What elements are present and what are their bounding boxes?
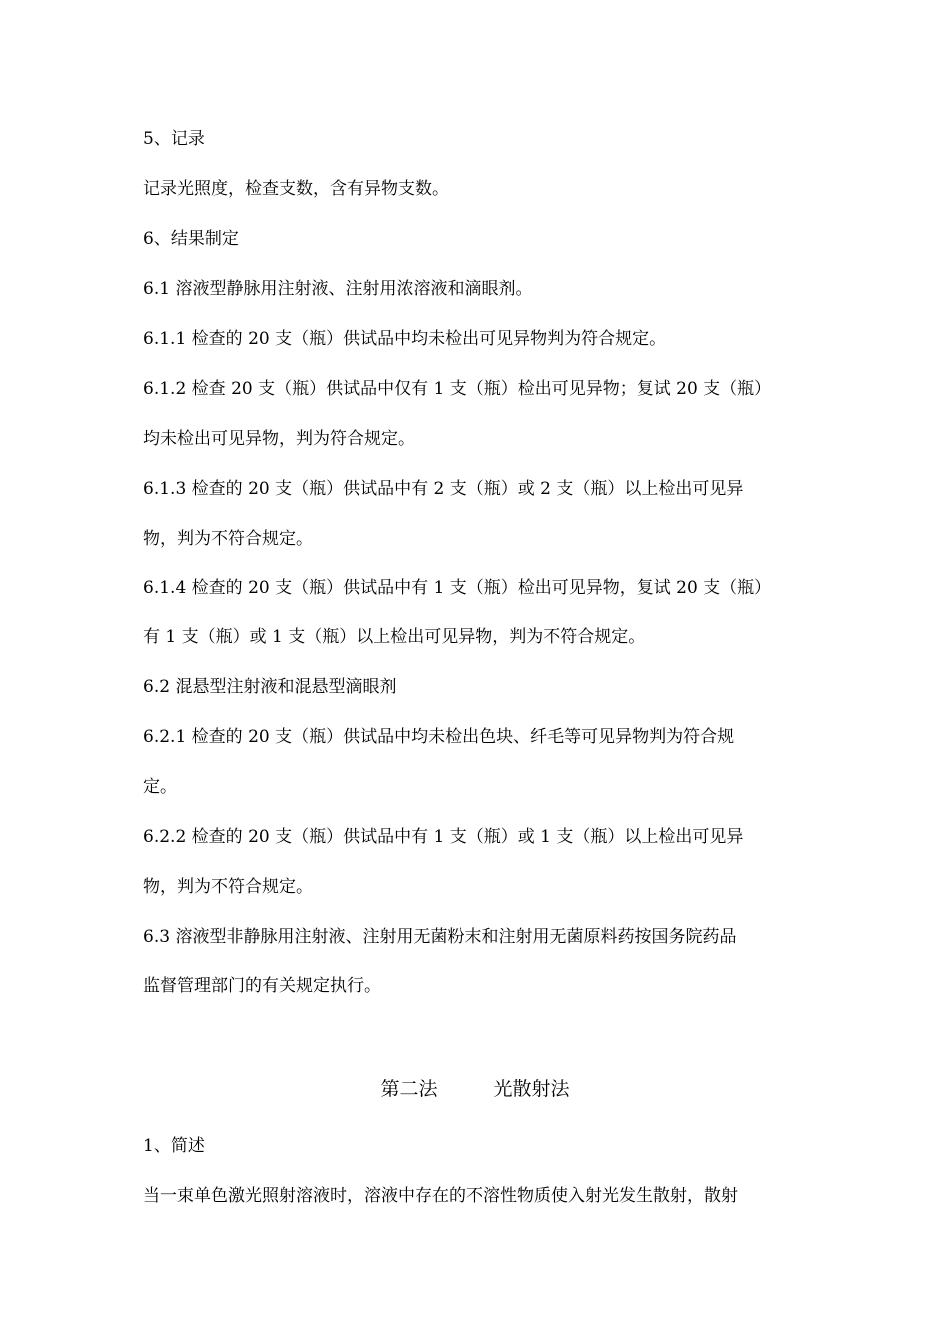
heading-record: 5、记录 xyxy=(143,129,205,149)
paragraph-line: 物，判为不符合规定。 xyxy=(143,877,313,897)
heading-overview: 1、简述 xyxy=(143,1136,205,1156)
paragraph-line: 6.1.4 检查的 20 支（瓶）供试品中有 1 支（瓶）检出可见异物，复试 20 支（瓶） xyxy=(143,578,772,598)
paragraph-line: 6.2.1 检查的 20 支（瓶）供试品中均未检出色块、纤毛等可见异物判为符合规 xyxy=(143,727,735,747)
paragraph-line: 当一束单色激光照射溶液时，溶液中存在的不溶性物质使入射光发生散射，散射 xyxy=(143,1186,738,1206)
paragraph-line: 6.1.1 检查的 20 支（瓶）供试品中均未检出可见异物判为符合规定。 xyxy=(143,329,667,349)
paragraph-line: 有 1 支（瓶）或 1 支（瓶）以上检出可见异物，判为不符合规定。 xyxy=(143,627,646,647)
section-title-part2: 光散射法 xyxy=(493,1078,570,1100)
paragraph-line: 均未检出可见异物，判为符合规定。 xyxy=(143,429,415,449)
section-title-part1: 第二法 xyxy=(380,1078,438,1100)
paragraph-line: 6.2 混悬型注射液和混悬型滴眼剂 xyxy=(143,677,397,697)
heading-result: 6、结果制定 xyxy=(143,229,239,249)
paragraph-line: 6.1 溶液型静脉用注射液、注射用浓溶液和滴眼剂。 xyxy=(143,279,533,299)
paragraph-line: 定。 xyxy=(143,777,177,797)
paragraph-line: 监督管理部门的有关规定执行。 xyxy=(143,976,381,996)
paragraph-line: 6.1.3 检查的 20 支（瓶）供试品中有 2 支（瓶）或 2 支（瓶）以上检出可见异 xyxy=(143,479,744,499)
section-title xyxy=(0,1076,950,1102)
paragraph-line: 物，判为不符合规定。 xyxy=(143,529,313,549)
paragraph-line: 6.3 溶液型非静脉用注射液、注射用无菌粉末和注射用无菌原料药按国务院药品 xyxy=(143,927,737,947)
paragraph-line: 6.2.2 检查的 20 支（瓶）供试品中有 1 支（瓶）或 1 支（瓶）以上检出可见异 xyxy=(143,827,744,847)
paragraph-line: 6.1.2 检查 20 支（瓶）供试品中仅有 1 支（瓶）检出可见异物；复试 20 支（瓶） xyxy=(143,379,772,399)
paragraph-line: 记录光照度，检查支数，含有异物支数。 xyxy=(143,179,449,199)
